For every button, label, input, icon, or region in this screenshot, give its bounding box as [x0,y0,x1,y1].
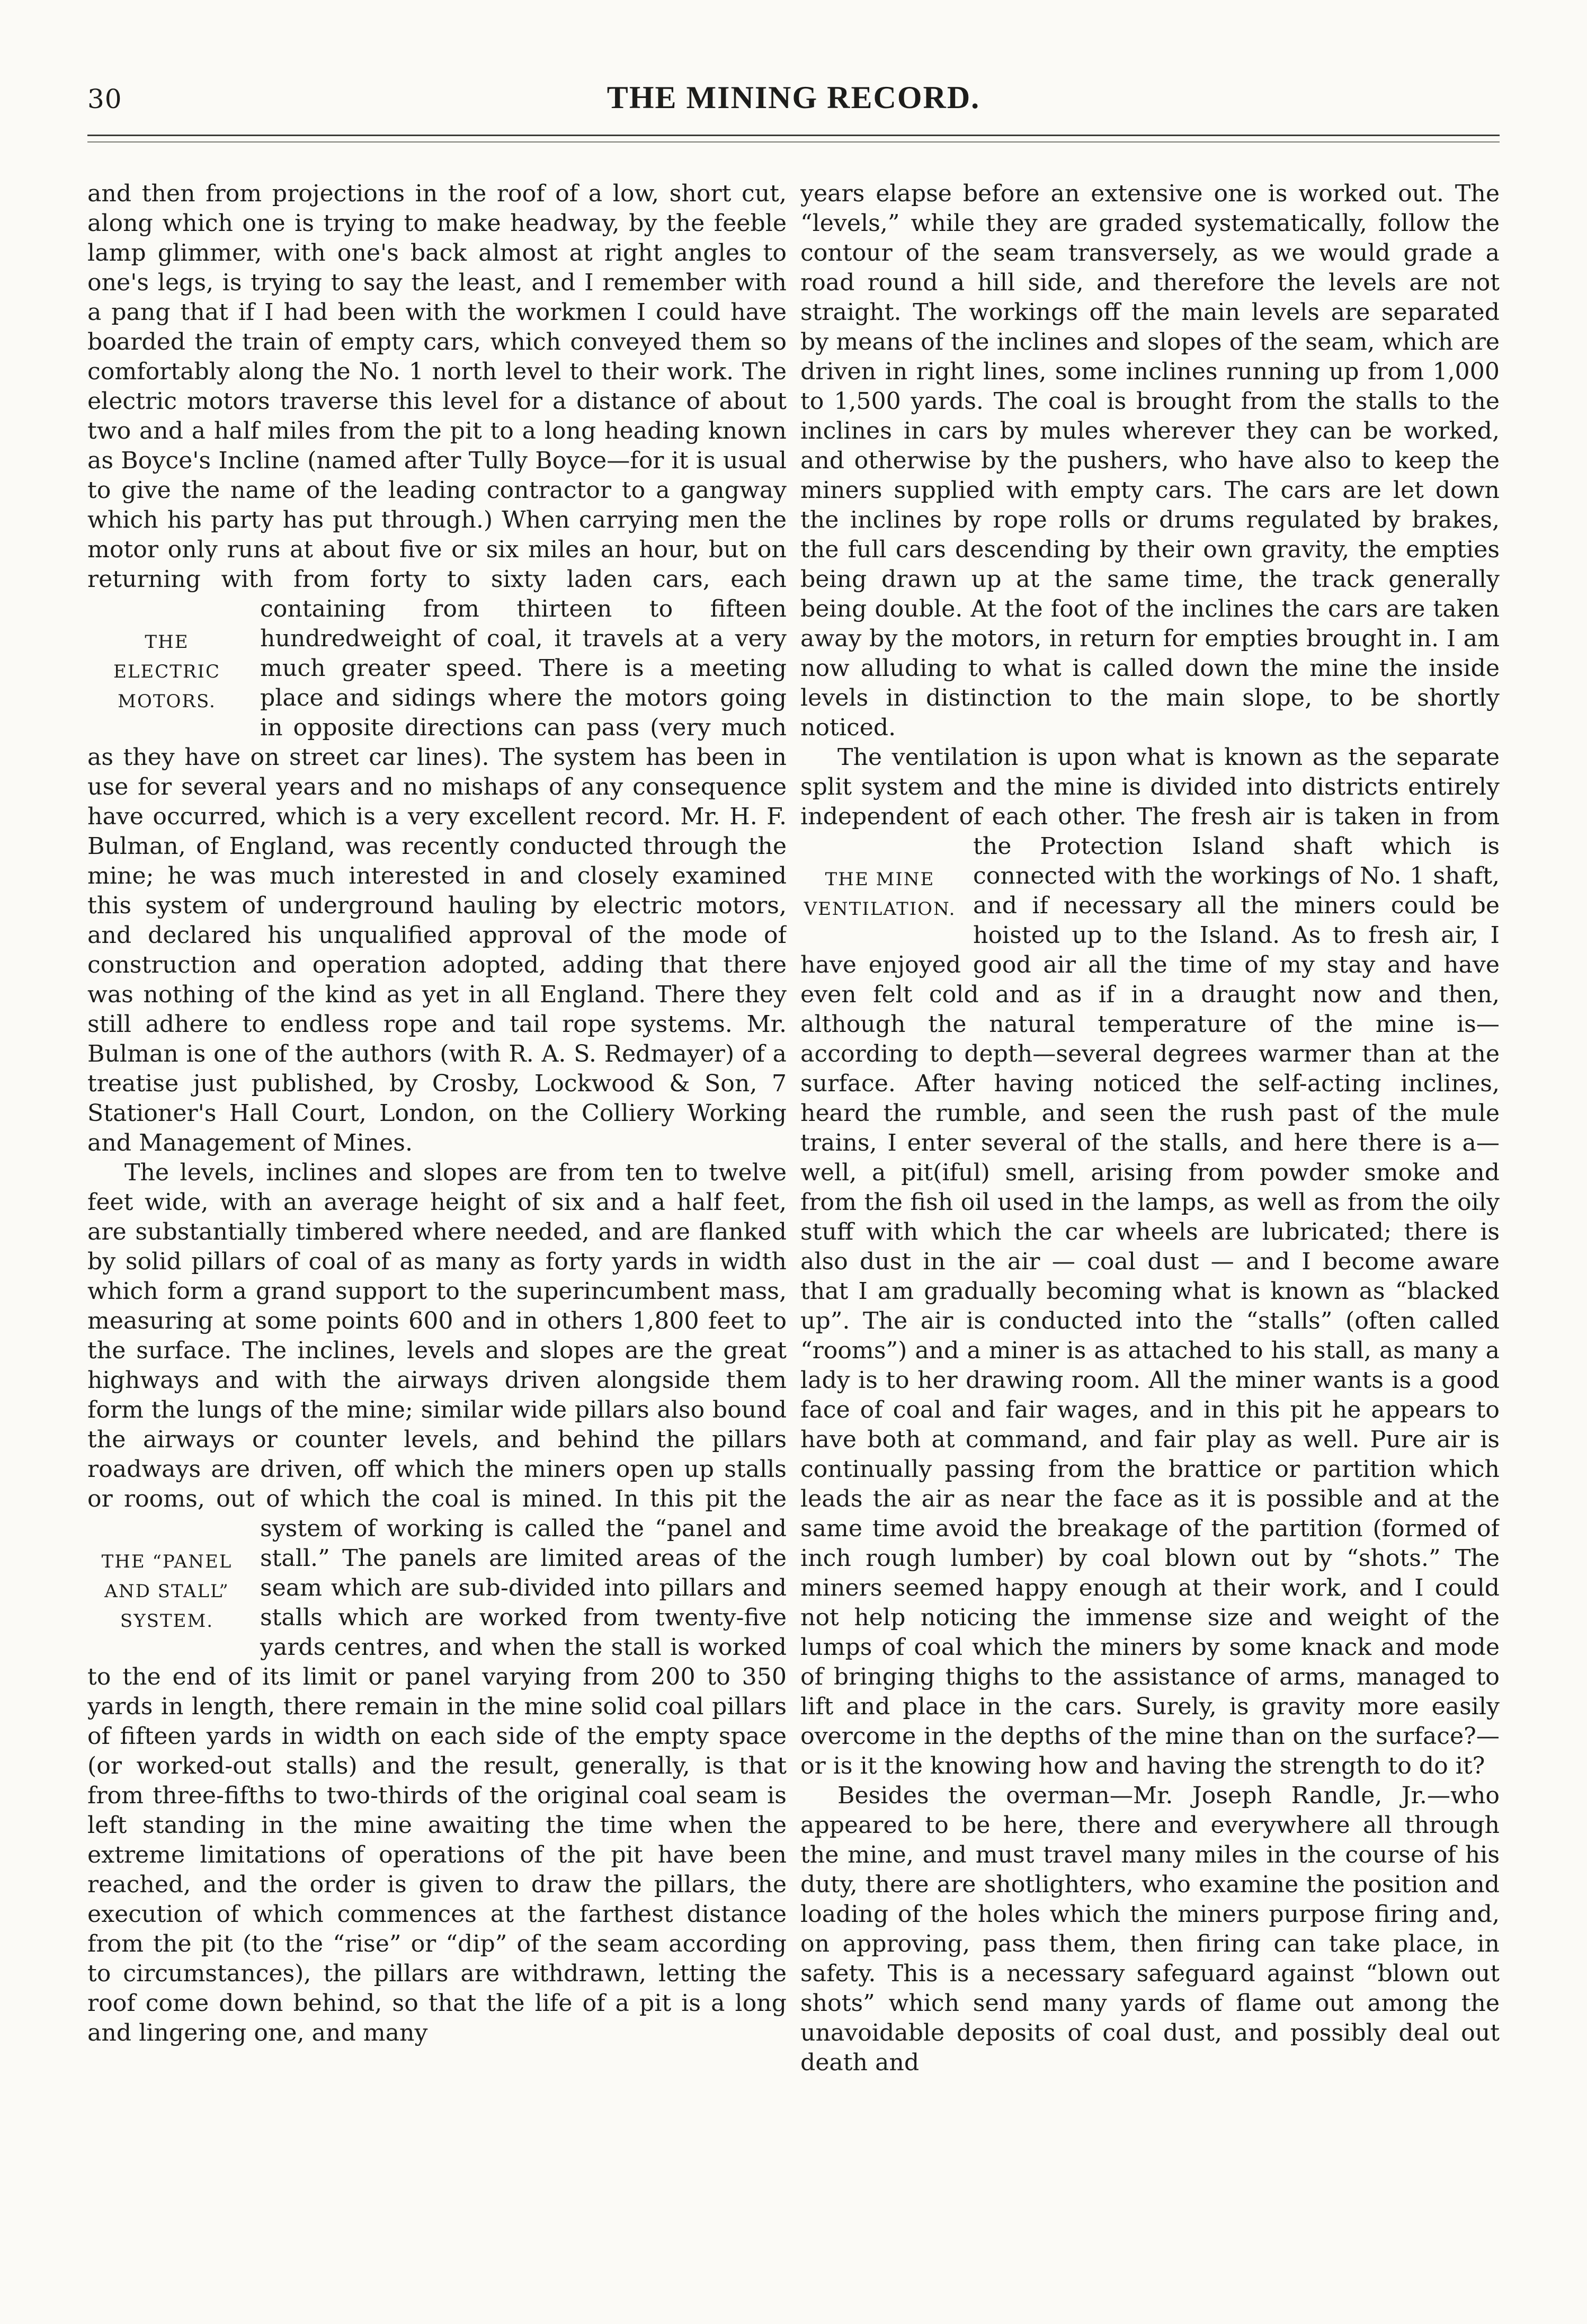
paragraph-text: the system of working is called the “panel and stall.” The panels are limited areas of the seam which are sub-divided into pillars and stalls which are worked from twenty-five yards centres, and when the stall is worked to the end of its limit or panel varying from 200 to 350 yards in length, there remain in the mine solid coal pillars of fifteen yards in width on each side of the empty space (or worked-out stalls) and the result, generally, is that from three-fifths to two-thirds of the original coal seam is left standing in the mine awaiting the time when the extreme limitations of operations of the pit have been reached, and the order is given to draw the pillars, the execution of which commences at the farthest distance from the pit (to the “rise” or “dip” of the seam according to circumstances), the pillars are withdrawn, letting the roof come down behind, so that the life of a pit is a long and lingering one, and many [87,1485,787,2046]
paragraph [800,1781,1500,2078]
paragraph-text: The ventilation is upon what is known as the separate split system and the mine is divided into districts entirely independent of each other. The fresh air is taken in from the Protection Island shaft which [800,744,1500,860]
sidenote-line: ELECTRIC [113,661,220,682]
sidenote-mine-ventilation [800,865,959,924]
paragraph-text: The levels, inclines and slopes are from ten to twelve feet wide, with an average height of six and a half feet, are substantially timbered where needed, and are flanked by solid pillars of coal of as many as forty yards in width which form a grand support to the superincumbent mass, measuring at some points 600 and in others 1,800 feet to the surface. The inclines, levels and slopes are the great highways and with the airways driven alongside them form the lungs of the mine; similar wide pillars also bound the airways or counter levels, and behind the pillars roadways are driven, off which the miners open up stalls or rooms, out of which the coal is mined. In this pit [87,1159,787,1512]
sidenote-line: THE “PANEL [101,1551,233,1572]
page-header [87,79,1500,127]
paragraph [800,743,1500,1781]
right-column [800,179,1500,2287]
journal-title: THE MINING RECORD. [607,80,980,115]
paragraph-text: years elapse before an extensive one is worked out. The “levels,” while they are graded systematically, follow the contour of the seam transversely, as we would grade a road round a hill side, and therefore the levels are not straight. The workings off the main levels are separated by means of the inclines and slopes of the seam, which are driven in right lines, some inclines running up from 1,000 to 1,500 yards. The coal is brought from the stalls to the inclines in cars by mules wherever they can be worked, and otherwise by the pushers, who have also to keep the miners supplied with empty cars. The cars are let down the inclines by rope rolls or drums regulated by brakes, the full cars descending by their own gravity, the empties being drawn up at the same time, the track generally being double. At the foot of the inclines the cars are taken away by the motors, in return for empties brought in. I am now alluding to what is called down the mine the inside levels in distinction to the main slope, to be shortly noticed. [800,180,1500,741]
paragraph-text: and then from projections in the roof of a low, short cut, along which one is trying to make headway, by the feeble lamp glimmer, with one's back almost at right angles to one's legs, is trying to say the least, and I remember with a pang that if I had been with the workmen I could have boarded the train of empty cars, which conveyed them so comfortably along the No. 1 north level to their work. The electric motors traverse this level for a distance of about two and a half miles from the pit to a long heading known as Boyce's Incline (named after Tully Boyce—for it is usual to give the name of the leading contractor to a gangway which his party has put through.) When carrying men the motor only runs at about five or six miles an hour, but on returning with from forty to sixty laden cars, each containing from thirteen to [87,180,787,622]
paragraph [87,179,787,1158]
header-rule [87,135,1500,143]
left-column [87,179,787,2287]
paragraph [87,1158,787,2048]
sidenote-line: MOTORS. [118,691,216,712]
article-columns [87,179,1500,2287]
sidenote-panel-and-stall [87,1547,246,1636]
page-number: 30 [87,84,122,114]
sidenote-line: THE [145,631,189,653]
sidenote-electric-motors [87,627,246,716]
sidenote-line: VENTILATION. [804,898,956,920]
paragraph-text: Besides the overman—Mr. Joseph Randle, Jr.—who appeared to be here, there and everywhere all through the mine, and must travel many miles in the course of his duty, there are shotlighters, who examine the position and loading of the holes which the miners purpose firing and, on approving, pass them, then firing can take place, in safety. This is a necessary safeguard against “blown out shots” which send many yards of flame out among the unavoidable deposits of coal dust, and possibly deal out death and [800,1782,1500,2076]
sidenote-line: AND STALL” [104,1581,229,1602]
sidenote-line: THE MINE [825,869,935,890]
sidenote-line: SYSTEM. [120,1610,214,1632]
paragraph [800,179,1500,743]
paragraph-text: is connected with the workings of No. 1 shaft, and if necessary all the miners could be hoisted up to the Island. As to fresh air, I have enjoyed good air all the time of my stay and have even felt cold and as if in a draught now and then, although the natural temperature of the mine is—according to depth—several degrees warmer than at the surface. After having noticed the self-acting inclines, heard the rumble, and seen the rush past of the mule trains, I enter several of the stalls, and here there is a—well, a pit(iful) smell, arising from powder smoke and from the fish oil used in the lamps, as well as from the oily stuff with which the car wheels are lubricated; there is also dust in the air — coal dust — and I become aware that I am gradually becoming what is known as “blacked up”. The air is conducted into the “stalls” (often called “rooms”) and a miner is as attached to his stall, as many a lady is to her drawing room. All the miner wants is a good face of coal and fair wages, and in this pit he appears to have both at command, and fair play as well. Pure air is continually passing from the brattice or partition which leads the air as near the face as it is possible and at the same time avoid the breakage of the partition (formed of inch rough lumber) by coal blown out by “shots.” The miners seemed happy enough at their work, and I could not help noticing the immense size and weight of the lumps of coal which the miners by some knack and mode of bringing thighs to the assistance of arms, managed to lift and place in the cars. Surely, is gravity more easily overcome in the depths of the mine than on the surface?—or is it the knowing how and having the strength to do it? [800,833,1500,1779]
paragraph-text: fifteen hundredweight of coal, it travels at a very much greater speed. There is a meeting place and sidings where the motors going in opposite directions can pass (very much as they have on street car lines). The system has been in use for several years and no mishaps of any consequence have occurred, which is a very excellent record. Mr. H. F. Bulman, of England, was recently conducted through the mine; he was much interested in and closely examined this system of underground hauling by electric motors, and declared his unqualified approval of the mode of construction and operation adopted, adding that there was nothing of the kind as yet in all England. There they still adhere to endless rope and tail rope systems. Mr. Bulman is one of the authors (with R. A. S. Redmayer) of a treatise just published, by Crosby, Lockwood & Son, 7 Stationer's Hall Court, London, on the Colliery Working and Management of Mines. [87,595,787,1156]
